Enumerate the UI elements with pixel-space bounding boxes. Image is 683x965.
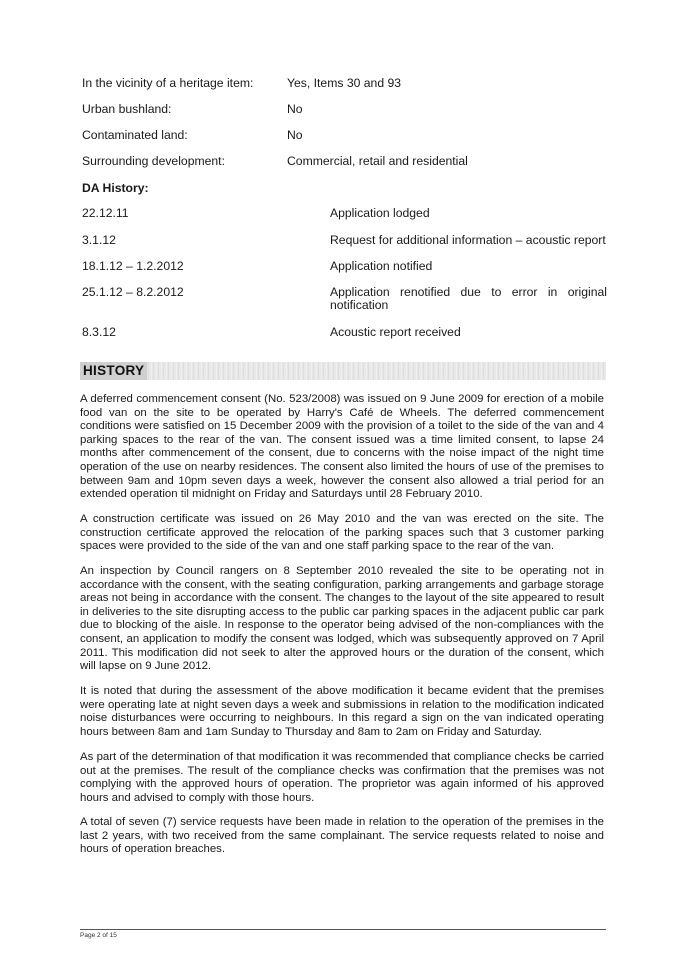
da-history-event: Acoustic report received xyxy=(330,325,461,339)
history-paragraph: A construction certificate was issued on 26 May 2010 and the van was erected on the site. The construction certificate approved the relocation of the parking spaces such that 3 customer parking spaces were provided to the side of the van and one staff parking space to the rear of the van. xyxy=(80,513,604,553)
da-history-date: 18.1.12 – 1.2.2012 xyxy=(82,259,184,273)
history-paragraph: It is noted that during the assessment of the above modification it became evident that the premises were operating late at night seven days a week and submissions in relation to the modification indicated noise disturbances were occurring to neighbours. In this regard a sign on the van indicated operating hours between 8am and 1am Sunday to Thursday and 8am to 2am on Friday and Saturday. xyxy=(80,685,604,738)
history-paragraph: An inspection by Council rangers on 8 September 2010 revealed the site to be operating not in accordance with the consent, with the seating configuration, parking arrangements and garbage storage areas not being in accordance with the consent. The changes to the layout of the site appeared to result in deliveries to the site disrupting access to the public car parking spaces in the adjacent public car park due to blocking of the aisle. In response to the operator being advised of the non-compliances with the consent, an application to modify the consent was lodged, which was subsequently approved on 7 April 2011. This modification did not seek to alter the approved hours or the duration of the consent, which will lapse on 9 June 2012. xyxy=(80,565,604,673)
detail-label: Surrounding development: xyxy=(82,154,225,168)
da-history-event: Application notified xyxy=(330,259,433,273)
detail-value: Commercial, retail and residential xyxy=(287,154,468,168)
detail-label: Urban bushland: xyxy=(82,102,172,116)
history-section-bar xyxy=(80,362,606,380)
da-history-date: 25.1.12 – 8.2.2012 xyxy=(82,285,184,299)
detail-label: In the vicinity of a heritage item: xyxy=(82,76,254,90)
history-paragraph: A total of seven (7) service requests have been made in relation to the operation of the premises in the last 2 years, with two received from the same complainant. The service requests related to noise and hours of operation breaches. xyxy=(80,816,604,856)
da-history-event: Application lodged xyxy=(330,206,430,220)
detail-value: Yes, Items 30 and 93 xyxy=(287,76,402,90)
history-section-title: HISTORY xyxy=(80,362,147,380)
page-number: Page 2 of 15 xyxy=(80,932,117,939)
history-paragraph: A deferred commencement consent (No. 523/2008) was issued on 9 June 2009 for erection of a mobile food van on the site to be operated by Harry's Café de Wheels. The deferred commencement conditions were satisfied on 15 December 2009 with the provision of a toilet to the side of the van and 4 parking spaces to the rear of the van. The consent issued was a time limited consent, to lapse 24 months after commencement of the consent, due to concerns with the noise impact of the night time operation of the use on nearby residences. The consent also limited the hours of use of the premises to between 9am and 10pm seven days a week, however the consent also allowed a trial period for an extended operation til midnight on Friday and Saturdays until 28 February 2010. xyxy=(80,393,604,501)
detail-value: No xyxy=(287,102,303,116)
da-history-event: Request for additional information – acoustic report xyxy=(330,233,606,247)
da-history-heading: DA History: xyxy=(82,181,149,195)
da-history-date: 22.12.11 xyxy=(82,206,129,220)
detail-value: No xyxy=(287,128,303,142)
da-history-date: 3.1.12 xyxy=(82,233,116,247)
da-history-date: 8.3.12 xyxy=(82,325,116,339)
history-paragraph: As part of the determination of that modification it was recommended that compliance checks be carried out at the premises. The result of the compliance checks was confirmation that the premises was not complying with the approved hours of operation. The proprietor was again informed of his approved hours and advised to comply with those hours. xyxy=(80,751,604,804)
detail-label: Contaminated land: xyxy=(82,128,188,142)
footer-rule xyxy=(80,929,606,930)
da-history-event: Application renotified due to error in original notification xyxy=(330,285,607,312)
